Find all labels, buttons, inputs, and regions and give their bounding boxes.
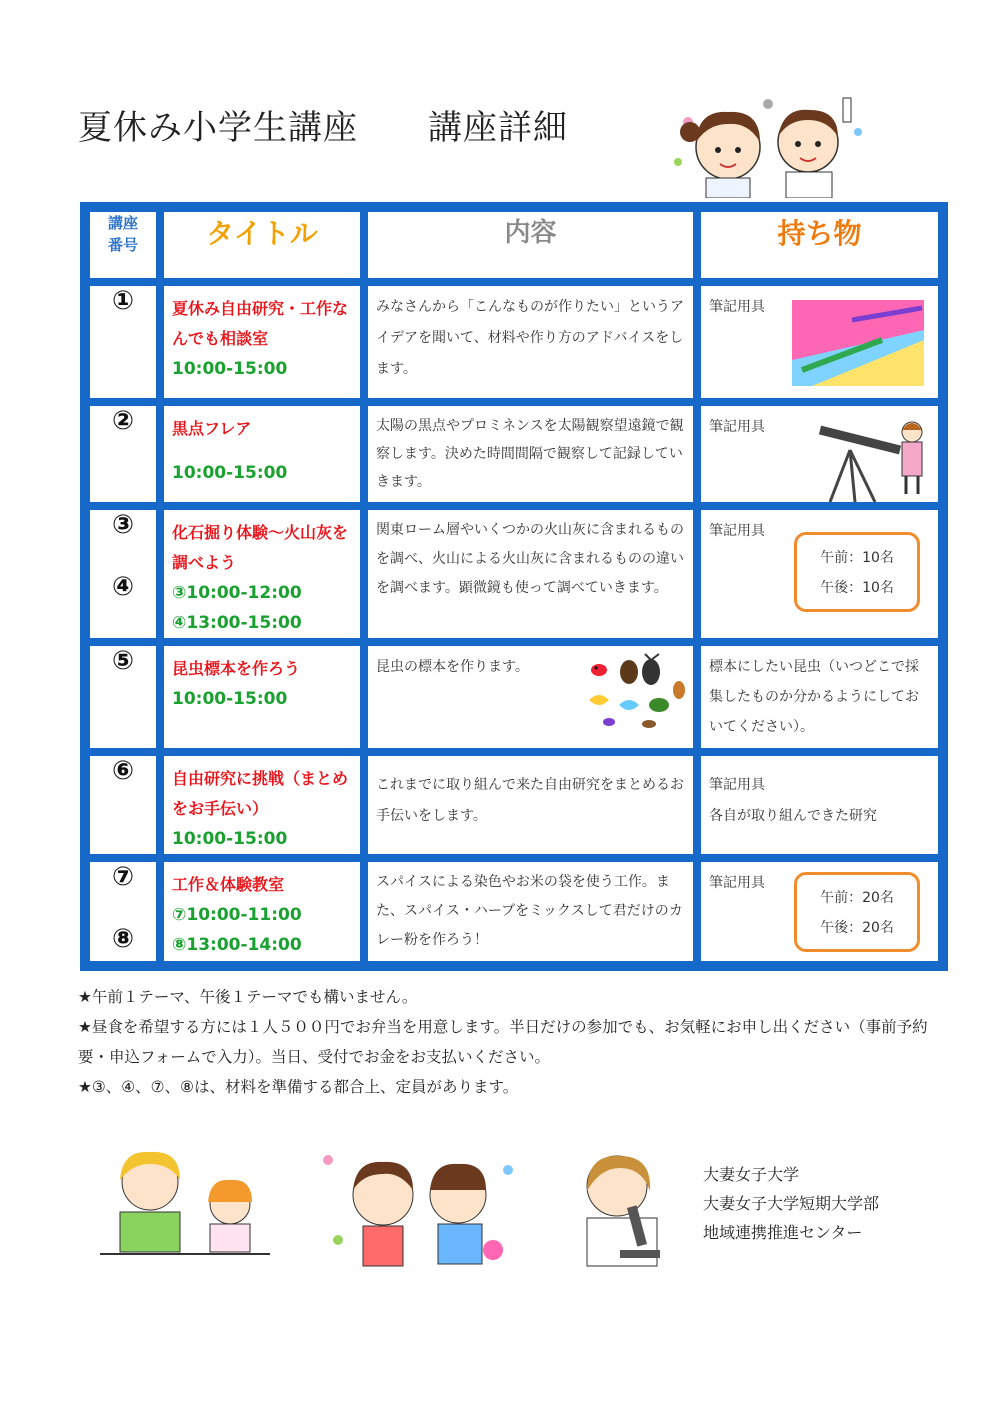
course-title: 夏休み自由研究・工作なんでも相談室: [172, 299, 349, 348]
capacity-box: 午前：20名 午後：20名: [794, 872, 920, 952]
course-time: 10:00-15:00: [172, 463, 288, 483]
course-number: ③ ④: [86, 506, 160, 642]
table-row: [86, 282, 942, 402]
course-title-cell: [160, 858, 364, 965]
title-sub: 講座詳細: [428, 108, 568, 148]
kids-science-illustration: [668, 92, 868, 198]
course-number: ②: [86, 402, 160, 506]
course-number: ⑦ ⑧: [86, 858, 160, 965]
org-line: 大妻女子大学: [703, 1165, 800, 1184]
note-item: ★③、④、⑦、⑧は、材料を準備する都合上、定員があります。: [78, 1078, 519, 1096]
course-bring-cell: [697, 858, 942, 965]
table-row: [86, 402, 942, 506]
course-bring-cell: [697, 752, 942, 858]
insects-illustration: [579, 650, 689, 730]
course-content: スパイスによる染色やお米の袋を使う工作。また、スパイス・ハーブをミックスして君だけのカレー粉を作ろう！: [376, 874, 683, 948]
course-content: 関東ローム層やいくつかの火山灰に含まれるものを調べ、火山による火山灰に含まれるものの違いを調べます。顕微鏡も使って調べていきます。: [376, 522, 684, 596]
table-row: [86, 858, 942, 965]
course-title-cell: [160, 642, 364, 752]
bring-items: 筆記用具: [709, 299, 765, 315]
course-title: 工作＆体験教室: [172, 875, 285, 894]
course-time: ④13:00-15:00: [172, 613, 302, 633]
kids-craft-illustration: [318, 1140, 518, 1270]
course-title-cell: [160, 506, 364, 642]
header-content: 内容: [364, 208, 697, 282]
bring-items: 筆記用具: [709, 875, 765, 891]
course-title: 自由研究に挑戦（まとめをお手伝い）: [172, 769, 349, 818]
telescope-girl-illustration: [800, 410, 930, 502]
org-line: 大妻女子大学短期大学部: [703, 1194, 880, 1213]
course-content-cell: [364, 858, 697, 965]
note-item: ★昼食を希望する方には１人５００円でお弁当を用意します。半日だけの参加でも、お気軽にお申し出ください（事前予約要・申込フォームで入力）。当日、受付でお金をお支払いください。: [78, 1018, 928, 1066]
header-bring: 持ち物: [697, 208, 942, 282]
note-item: ★午前１テーマ、午後１テーマでも構いません。: [78, 988, 418, 1006]
course-content-cell: [364, 282, 697, 402]
course-title: 化石掘り体験～火山灰を調べよう: [172, 523, 349, 572]
table-header-row: [86, 208, 942, 282]
course-time: ⑦10:00-11:00: [172, 905, 302, 925]
table-row: [86, 506, 942, 642]
course-number: ⑤: [86, 642, 160, 752]
course-title-cell: [160, 282, 364, 402]
course-content-cell: [364, 402, 697, 506]
course-bring-cell: [697, 642, 942, 752]
course-content: 昆虫の標本を作ります。: [376, 659, 529, 675]
studying-kids-illustration: [100, 1142, 270, 1272]
course-content: これまでに取り組んで来た自由研究をまとめるお手伝いをします。: [376, 777, 684, 824]
course-bring-cell: [697, 506, 942, 642]
course-title: 昆虫標本を作ろう: [172, 659, 301, 678]
course-content: みなさんから「こんなものが作りたい」というアイデアを聞いて、材料や作り方のアドバイスをします。: [376, 299, 684, 377]
bring-items: 筆記用具: [709, 777, 765, 793]
course-time: ⑧13:00-14:00: [172, 935, 302, 955]
bring-items: 筆記用具: [709, 419, 765, 435]
microscope-girl-illustration: [572, 1146, 682, 1276]
course-title: 黒点フレア: [172, 419, 252, 438]
bring-items-2: 各自が取り組んできた研究: [709, 808, 877, 824]
colored-paper-illustration: [792, 300, 924, 386]
course-time: 10:00-15:00: [172, 829, 288, 849]
title-main: 夏休み小学生講座: [78, 108, 358, 148]
course-number: ⑥: [86, 752, 160, 858]
table-row: [86, 642, 942, 752]
course-content-cell: [364, 752, 697, 858]
course-time: 10:00-15:00: [172, 689, 288, 709]
course-time: ③10:00-12:00: [172, 583, 302, 603]
table-row: [86, 752, 942, 858]
course-content: 太陽の黒点やプロミネンスを太陽観察望遠鏡で観察します。決めた時間間隔で観察して記録していきます。: [376, 418, 684, 490]
course-number: ①: [86, 282, 160, 402]
course-content-cell: [364, 506, 697, 642]
bring-items: 筆記用具: [709, 523, 765, 539]
course-bring-cell: [697, 402, 942, 506]
course-time: 10:00-15:00: [172, 359, 288, 379]
schedule-table: [80, 202, 948, 971]
org-line: 地域連携推進センター: [703, 1223, 863, 1242]
page-title: [78, 100, 568, 149]
organization: [703, 1160, 879, 1247]
course-title-cell: [160, 752, 364, 858]
course-title-cell: [160, 402, 364, 506]
course-bring-cell: [697, 282, 942, 402]
header-number: 講座番号: [86, 208, 160, 282]
header-title: タイトル: [160, 208, 364, 282]
capacity-box: 午前：10名 午後：10名: [794, 532, 920, 612]
bring-items: 標本にしたい昆虫（いつどこで採集したものか分かるようにしておいてください）。: [709, 659, 919, 735]
notes: [78, 982, 958, 1102]
course-content-cell: [364, 642, 697, 752]
